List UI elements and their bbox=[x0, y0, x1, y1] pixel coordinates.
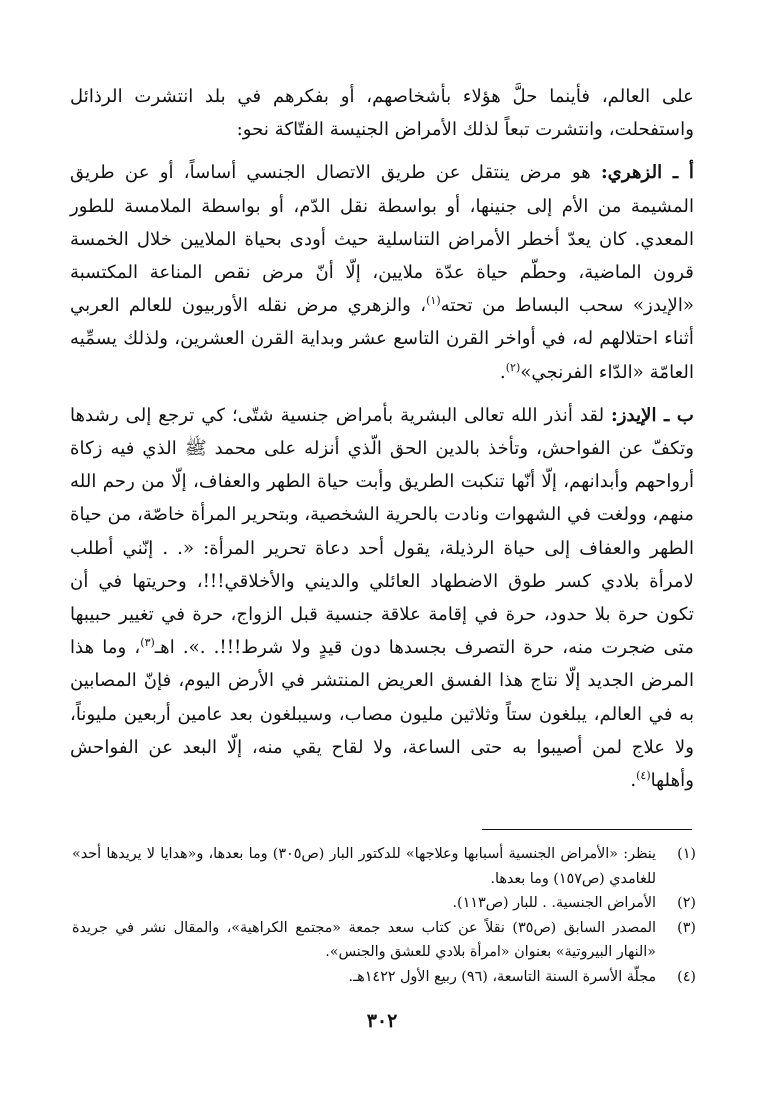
page-number: ٣٠٢ bbox=[366, 1010, 398, 1032]
footnote-number: (٢) bbox=[677, 895, 696, 912]
section-aids bbox=[70, 399, 694, 797]
footnote-text: المصدر السابق (ص٣٥) نقلاً عن كتاب سعد جمعة «مجتمع الكراهية»، والمقال نشر في جريدة «النهار البيروتية» بعنوان «امرأة بلادي للعشق والجنس». bbox=[72, 919, 656, 961]
footnote-item bbox=[72, 916, 696, 965]
section-syphilis-text-2: ، والزهري مرض نقله الأوربيون للعالم العربي أثناء احتلالهم له، في أواخر القرن التاسع عشر وبداية القرن العشرين، ولذلك يسمِّيه العامّة «الدّاء الفرنجي» bbox=[70, 295, 694, 383]
footnote-ref-1: (١) bbox=[426, 294, 441, 308]
section-aids-text-2: ، وما هذا المرض الجديد إلّا نتاج هذا الفسق العريض المنتشر في الأرض اليوم، فإنّ المصابين به في العالم، يبلغون ستاً وثلاثين مليون مصاب، وسيبلغون بعد عامين أربعين مليوناً، ولا علاج لمن أصيبوا به حتى الساعة، ولا لقاح يقي منه، إلّا البعد عن الفواحش وأهلها bbox=[70, 637, 694, 792]
footnote-number: (٣) bbox=[677, 919, 696, 936]
footnote-text: الأمراض الجنسية. . للبار (ص١١٣). bbox=[452, 895, 656, 912]
section-aids-text-1: لقد أنذر الله تعالى البشرية بأمراض جنسية شتّى؛ كي ترجع إلى رشدها وتكفّ عن الفواحش، وتأخذ بالدين الحق الّذي أنزله على محمد ﷺ الذي فيه زكاة أرواحهم وأبدانهم، إلّا أنّها تنكبت الطريق وأبت حياة الطهر والعفاف، إلّا من رحم الله منهم، وولغت في الشهوات ونادت بالحرية الشخصية، وبتحرير المرأة خاصّة، من حياة الطهر والعفاف إلى حياة الرذيلة، يقول أحد دعاة تحرير المرأة: «. . إنّني أطلب لامرأة بلادي كسر طوق الاضطهاد العائلي والديني والأخلاقي!!!، وحريتها في أن تكون حرة بلا حدود، حرة في إقامة علاقة جنسية قبل الزواج، حرة في تغيير حبيبها متى ضجرت منه، حرة التصرف بجسدها دون قيدٍ ولا شرط!!!. .». اهـ bbox=[70, 404, 694, 659]
footnote-ref-4: (٤) bbox=[636, 769, 651, 782]
section-syphilis bbox=[70, 156, 694, 388]
section-syphilis-text-3: . bbox=[499, 361, 506, 383]
footnote-number: (١) bbox=[677, 846, 696, 862]
section-syphilis-term: أ ـ الزهري: bbox=[600, 162, 694, 184]
section-syphilis-text-1: هو مرض ينتقل عن طريق الاتصال الجنسي أساساً، أو عن طريق المشيمة من الأم إلى جنينها، أو بواسطة نقل الدّم، أو بواسطة الملامسة للطور المعدي. كان يعدّ أخطر الأمراض التناسلية حيث أودى بحياة الملايين خلال الخمسة قرون الماضية، وحطّم حياة عدّة ملايين، إلّا أنّ مرض نقص المناعة المكتسبة «الإيدز» سحب البساط من تحته bbox=[70, 162, 694, 317]
footnote-ref-2: (٢) bbox=[505, 360, 521, 374]
footnote-text: ينظر: «الأمراض الجنسية أسبابها وعلاجها» للدكتور البار (ص٣٠٥) وما بعدها، و«هدايا لا يريدها أحد» للغامدي (ص١٥٧) وما بعدها. bbox=[72, 846, 656, 887]
section-aids-term: ب ـ الإيدز: bbox=[611, 404, 694, 426]
intro-paragraph: على العالم، فأينما حلَّ هؤلاء بأشخاصهم، أو بفكرهم في بلد انتشرت الرذائل واستفحلت، وانتشرت تبعاً لذلك الأمراض الجنيسة الفتّاكة نحو: bbox=[70, 86, 694, 141]
main-text bbox=[70, 80, 694, 797]
footnote-text: مجلّة الأسرة السنة التاسعة، (٩٦) ربيع الأول ١٤٢٢هـ. bbox=[348, 968, 656, 985]
footnote-item bbox=[72, 842, 696, 891]
footnote-number: (٤) bbox=[677, 968, 696, 985]
footnote-item bbox=[72, 891, 696, 916]
footnote-divider bbox=[482, 829, 692, 830]
footnote-ref-3: (٣) bbox=[140, 636, 155, 650]
footnotes-list bbox=[72, 842, 696, 990]
section-aids-text-3: . bbox=[630, 770, 637, 792]
footnote-item bbox=[72, 965, 696, 990]
